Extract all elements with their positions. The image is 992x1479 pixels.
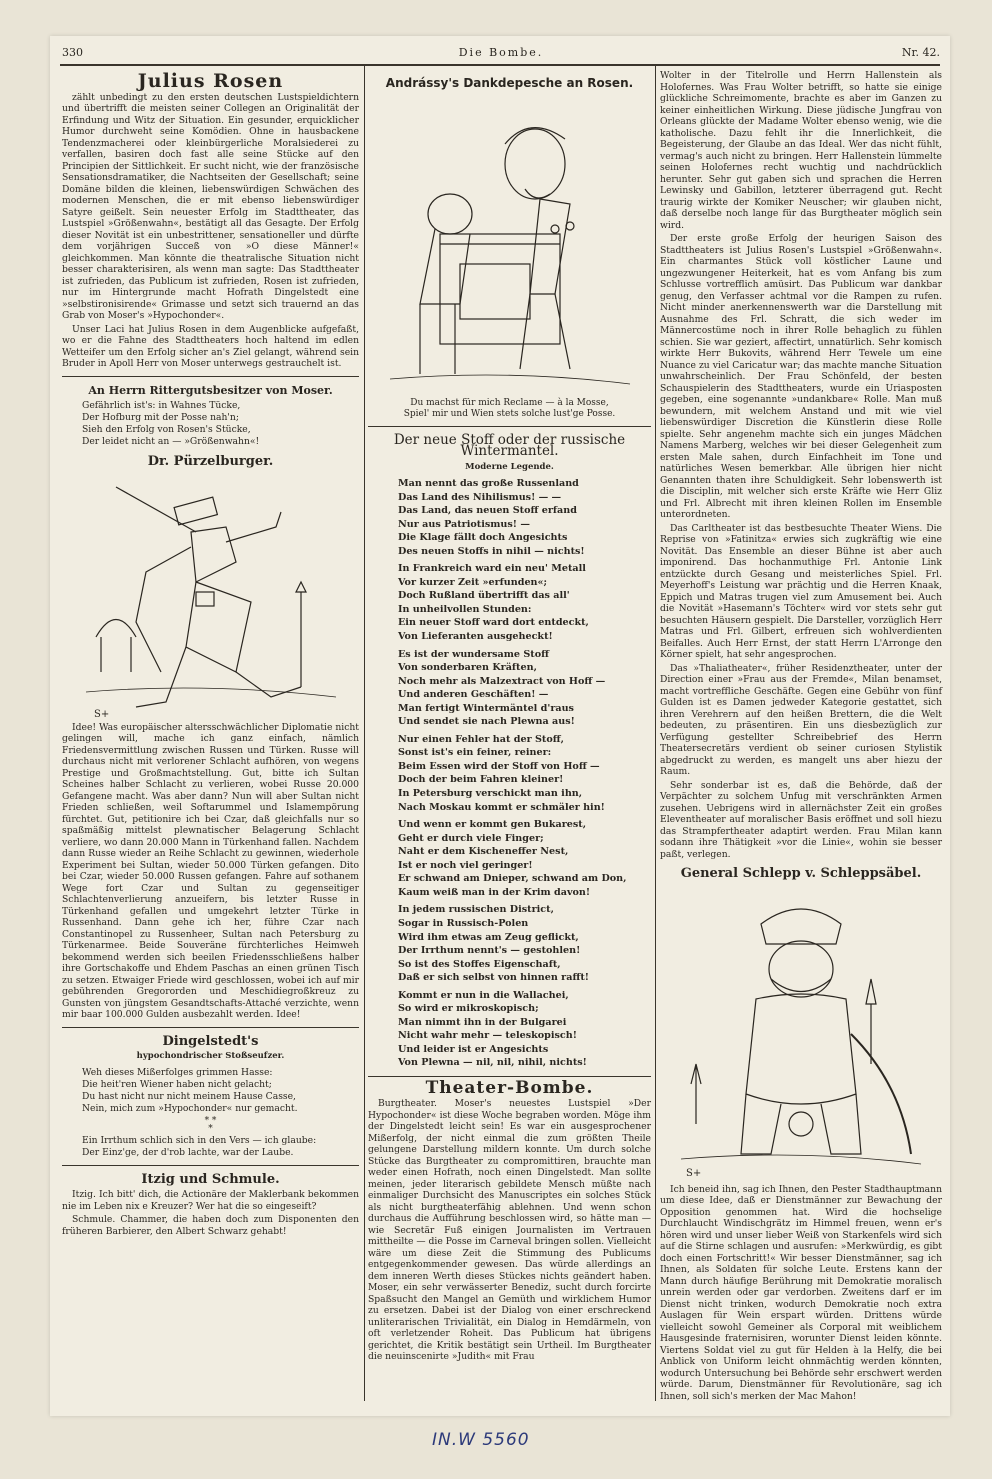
divider bbox=[62, 1027, 359, 1028]
cartoon-title: Andrássy's Dankdepesche an Rosen. bbox=[385, 76, 634, 90]
divider bbox=[368, 426, 651, 427]
article-text: Unser Laci hat Julius Rosen in dem Augenblicke aufgefaßt, wo er die Fahne des Stadttheaters hoch haltend im edlen Wetteifer um den Erfolg sicher an's Ziel gelangt, während sein Bruder in Apoll Herr von Moser unterwegs gestrauchelt ist. bbox=[62, 323, 359, 369]
poem-line: Der Irrthum nennt's — gestohlen! bbox=[398, 945, 581, 957]
cartoon-title: Dr. Pürzelburger. bbox=[147, 454, 274, 469]
poem-line: Von sonderbaren Kräften, bbox=[398, 662, 537, 674]
verse-line: Ein Irrthum schlich sich in den Vers — ich glaube: bbox=[82, 1134, 317, 1146]
poem-subtitle: Moderne Legende. bbox=[465, 461, 554, 472]
poem-line: Kommt er nun in die Wallachei, bbox=[398, 989, 569, 1001]
poem-title: Der neue Stoff oder der russische Wintermantel. bbox=[393, 431, 626, 459]
dialogue-text: Itzig. Ich bitt' dich, die Actionäre der Maklerbank bekommen nie im Leben nix e Kreuzer? Wer hat die so eingeseift? bbox=[62, 1189, 359, 1212]
issue-number: Nr. 42. bbox=[901, 46, 940, 59]
masthead-title: Die Bombe. bbox=[458, 46, 544, 59]
article-text: Idee! Was europäischer altersschwächlicher Diplomatie nicht gelingen will, mache ich ganz einfach, nämlich Friedensvermittlung zwischen Russen und Türken. Russe will durchaus nicht mit verlorener Schlacht aufhören, von wegens Prestige und Großmachtstellung. Gut, bitte ich Sultan Scheines halber Schlacht zu verlieren, wobei Russe 20.000 Gefangene macht. Was aber dann? Nun will aber Sultan nicht Frieden schließen, weil Softarummel und Islamempörung fürchtet. Gut, petitionire ich bei Czar, daß gleichfalls nur so spaßmäßig mittelst plewnatischer Belagerung Schlacht verliere, wo dann 20.000 Mann in Türkenhand fallen. Nachdem dann Russe wieder an Reihe Schlacht zu gewinnen, wiederhole Experiment bei Sultan, wieder 50.000 Türken gefangen. Dito bei Czar, wieder 50.000 Russen gefangen. Fahre auf sothanem Wege fort Czar und Sultan zu gegenseitiger Schlachtenverlierung anzueifern, bis letzter Russe in Türkenhand gefallen und umgekehrt letzter Türke in Russenhand. Dann gehe ich her, führe Czar nach Constantinopel zu Russenheer, Sultan nach Petersburg zu Türkenarmee. Beide Souveräne fürchterliches Heimweh bekommend werden sich beeilen Friedensschließens halber ihre Gortschakoffe und Ehdem Paschas an einen grünen Tisch zu setzen. Etwaiger Friede wird geschlossen, wobei ich auf mir gebührenden Gregororden und Meschidiegroßkreuz zu Gunsten von jüngstem Gesandtschafts-Attaché verzichte, wenn mir baar 100.000 Gulden ausbezahlt werden. Idee! bbox=[62, 721, 359, 1020]
poem-line: Beim Essen wird der Stoff von Hoff — bbox=[398, 760, 600, 772]
poem-stanza bbox=[398, 903, 651, 984]
verse-line: Der Einz'ge, der d'rob lachte, war der Laube. bbox=[82, 1146, 294, 1158]
verse bbox=[82, 1135, 359, 1159]
poem-line: Und anderen Geschäften! — bbox=[398, 689, 549, 701]
header-rule bbox=[60, 64, 940, 66]
poem-line: Man nimmt ihn in der Bulgarei bbox=[398, 1016, 567, 1028]
verse bbox=[82, 400, 359, 448]
poem-line: Und leider ist er Angesichts bbox=[398, 1043, 549, 1055]
divider bbox=[62, 1165, 359, 1166]
poem-line: Von Lieferanten ausgeheckt! bbox=[398, 631, 553, 643]
caption-line: Du machst für mich Reclame — à la Mosse, bbox=[410, 397, 609, 408]
poem-stanza bbox=[398, 648, 651, 729]
poem-stanza bbox=[398, 733, 651, 814]
poem-line: Er schwand am Dnieper, schwand am Don, bbox=[398, 873, 627, 885]
divider bbox=[62, 376, 359, 377]
article-title: Julius Rosen bbox=[137, 70, 284, 92]
poem-line: Sonst ist's ein feiner, reiner: bbox=[398, 747, 552, 759]
verse-line: Weh dieses Mißerfolges grimmen Hasse: bbox=[82, 1066, 273, 1078]
caption-line: Spiel' mir und Wien stets solche lust'ge Posse. bbox=[403, 408, 616, 419]
poem-line: Geht er durch viele Finger; bbox=[398, 832, 544, 844]
column-3 bbox=[660, 70, 942, 1404]
poem-line: Die Klage fällt doch Angesichts bbox=[398, 532, 568, 544]
verse-line: Nein, mich zum »Hypochonder« nur gemacht. bbox=[82, 1102, 298, 1114]
article-text: Wolter in der Titelrolle und Herrn Hallenstein als Holofernes. Was Frau Wolter betrifft, so hatte sie einige glückliche Schreimomente, brachte es aber im Ganzen zu keiner einheitlichen Wirkung. Diese jüdische Jungfrau von Orleans glückte der Madame Wolter ebenso wenig, wie die katholische. Dazu fehlt ihr die Innerlichkeit, die Begeisterung, der Glaube an das Ideal. Wer das nicht fühlt, vermag's auch nicht zu bringen. Herr Hallenstein lümmelte seinen Holofernes recht wuchtig und nachdrücklich herunter. Sehr gut gaben sich und sprachen die Herren Lewinsky und Gabillon, letzterer überragend gut. Recht traurig wirkte der Komiker Neuscher; wir glauben nicht, daß derselbe noch lange für das Burgtheater möglich sein wird. bbox=[660, 70, 942, 231]
poem-line: Das Land, das neuen Stoff erfand bbox=[398, 505, 577, 517]
verse-line: Der Hofburg mit der Posse nah'n; bbox=[82, 412, 239, 423]
cartoon-caption bbox=[368, 398, 651, 420]
verse bbox=[82, 1067, 359, 1115]
poem-line: So wird er mikroskopisch; bbox=[398, 1003, 539, 1015]
poem-stanza bbox=[398, 989, 651, 1070]
column-1 bbox=[62, 70, 359, 1239]
section-title: Theater-Bombe. bbox=[425, 1077, 594, 1098]
poem-line: Man fertigt Wintermäntel d'raus bbox=[398, 702, 574, 714]
svg-text:S+: S+ bbox=[93, 708, 109, 720]
poem-line: Des neuen Stoffs in nihil — nichts! bbox=[398, 545, 585, 557]
poem-line: Sogar in Russisch-Polen bbox=[398, 917, 529, 929]
caricature-illustration bbox=[76, 472, 346, 722]
verse-line: Gefährlich ist's: in Wahnes Tücke, bbox=[82, 400, 241, 411]
asterism: * * * bbox=[204, 1115, 217, 1134]
dialogue-text: Schmule. Chammer, die haben doch zum Disponenten den früheren Barbierer, den Albert Schwarz gehabt! bbox=[62, 1214, 359, 1237]
poem-line: Von Plewna — nil, nil, nihil, nichts! bbox=[398, 1057, 587, 1069]
divider bbox=[368, 1076, 651, 1077]
verse-line: Du hast nicht nur nicht meinem Hause Casse, bbox=[82, 1090, 296, 1102]
article-text: Das »Thaliatheater«, früher Residenztheater, unter der Direction einer »Frau aus der Fremde«, Milan benamset, macht vortreffliche Geschäfte. Gegen eine Gebühr von fünf Gulden ist es Damen jedweder Kategorie gestattet, sich ihren Verehrern auf den heißen Brettern, die die Welt bedeuten, zu präsentiren. Ein uns diesbezüglich zur Verfügung gestellter Schreibebrief des Herrn Theatersecretärs verdient ob seiner curiosen Stylistik abgedruckt zu werden, es mangelt uns aber hiezu der Raum. bbox=[660, 662, 942, 777]
poem-line: Man nennt das große Russenland bbox=[398, 478, 579, 489]
article-text: Das Carltheater ist das bestbesuchte Theater Wiens. Die Reprise von »Fatinitza« erwies sich zugkräftig wie eine Novität. Das Ensemble an dieser Bühne ist aber auch imponirend. Das hochanmuthige Frl. Antonie Link entzückte durch Gesang und meisterliches Spiel. Frl. Meyerhoff's Leistung war prächtig und die Herren Knaak, Eppich und Matras trugen viel zum Amusement bei. Auch die Novität »Hasemann's Töchter« wird vor stets sehr gut besuchten Häusern gespielt. Die Darsteller, vorzüglich Herr Matras und Frl. Gilbert, erfreuen sich wohlverdienten Beifalles. Auch Herr Ernst, der statt Herrn L'Arronge den Körner spielt, hat sehr angesprochen. bbox=[660, 522, 942, 660]
poem-line: Kaum weiß man in der Krim davon! bbox=[398, 886, 591, 898]
poem-line: Naht er dem Kischeneffer Nest, bbox=[398, 846, 569, 858]
svg-text:S+: S+ bbox=[686, 1167, 702, 1179]
poem-line: Noch mehr als Malzextract von Hoff — bbox=[398, 675, 606, 687]
poem-line: Daß er sich selbst von hinnen rafft! bbox=[398, 972, 589, 984]
article-text: Ich beneid ihn, sag ich Ihnen, den Pester Stadthauptmann um diese Idee, daß er Dienstmänner zur Bewachung der Opposition genommen hat. Wird die hochselige Durchlaucht Windischgrätz im Himmel freuen, wenn er's hören wird und unser lieber Weiß von Starkenfels wird sich auf die Stirne schlagen und ausrufen: »Merkwürdig, es gibt doch einen Fortschritt!« Wir besser Dienstmänner, sag ich Ihnen, als Soldaten für solche Leute. Erstens kann der Mann durch häufige Berührung mit Demokratie moralisch unrein werden oder gar verdorben. Zweitens darf er im Dienst nicht trinken, wodurch Demokratie noch extra Auslagen für Wein erspart würden. Drittens würde vielleicht sowohl Gemeiner als Corporal mit weiblichem Hausgesinde fraternisiren, worunter Dienst leiden könnte. Viertens Soldat viel zu gut für Helden à la Helfy, die bei Anblick von Uniform leicht ohnmächtig werden könnten, wodurch Untersuchung bei Behörde sehr erschwert werden würde. Darum, Dienstmänner für Revolutionäre, sag ich Ihnen, soll sich's merken der Mac Mahon! bbox=[660, 1183, 942, 1402]
article-text: zählt unbedingt zu den ersten deutschen Lustspieldichtern und übertrifft die meisten seiner Collegen an Originalität der Erfindung und Witz der Situation. Ein gesunder, erquicklicher Humor durchweht seine Komödien. Ohne in hausbackene Tendenzmacherei oder kleinbürgerliche Moralsiederei zu verfallen, basiren doch fast alle seine Stücke auf den Principien der Sittlichkeit. Er sucht nicht, wie der französische Sensationsdramatiker, die Nachtseiten der Gesellschaft; seine Domäne bilden die kleinen, liebenswürdigen Schwächen des modernen Menschen, die er mit ebenso liebenswürdiger Satyre geißelt. Sein neuester Erfolg im Stadttheater, das Lustspiel »Größenwahn«, bestätigt all das Gesagte. Der Erfolg dieser Novität ist ein unbestrittener, sensationeller und dürfte dem vorjährigen Succeß von »O diese Männer!« gleichkommen. Man könnte die theatralische Situation nicht besser charakterisiren, als wenn man sagte: Das Stadttheater ist zufrieden, das Publicum ist zufrieden, Rosen ist zufrieden, nur im Hintergrunde macht Hofrath Dingelstedt eine »selbstironisirende« Grimasse und setzt sich trauernd an das Grab von Moser's »Hypochonder«. bbox=[62, 91, 359, 321]
verse-title: An Herrn Rittergutsbesitzer von Moser. bbox=[88, 383, 333, 397]
article-text: Der erste große Erfolg der heurigen Saison des Stadttheaters ist Julius Rosen's Lustspiel »Größenwahn«. Ein charmantes Stück voll köstlicher Laune und ungezwungener Heiterkeit, hat es vom Anfang bis zum Schlusse vortrefflich amüsirt. Das Publicum war dankbar genug, den Verfasser achtmal vor die Rampen zu rufen. Nicht minder anerkennenswerth war die Darstellung mit Ausnahme des Frl. Schratt, die sich weder im Männercostüme noch in ihrer Rolle behaglich zu fühlen schien. Sie war geziert, affectirt, unnatürlich. Sehr komisch wirkte Herr Bukovits, während Herr Tewele um eine Nuance zu viel Caricatur war; das machte manche Situation unwahrscheinlich. Der Frau Schönfeld, der besten Schauspielerin des Stadttheaters, wurde ein Uriasposten gegeben, eine sogenannte »undankbare« Rolle. Man muß bewundern, mit welchem Anstand und mit wie viel liebenswürdiger Discretion die Künstlerin diese Rolle spielte. Sehr angenehm machte sich ein junges Mädchen Namens Marberg, welches wir bei dieser Gelegenheit zum ersten Male sahen, durch Einfachheit im Tone und natürliches Wesen bemerkbar. Alle übrigen hier nicht Genannten thaten ihre Schuldigkeit. Sehr lobenswerth ist die Disciplin, mit welcher sich erste Kräfte wie Herr Gliz und Frl. Albrecht mit ihren kleinen Rollen im Ensemble unterordneten. bbox=[660, 233, 942, 520]
poem-line: In Petersburg verschickt man ihn, bbox=[398, 788, 583, 800]
poem-stanza bbox=[398, 818, 651, 899]
poem-line: In jedem russischen District, bbox=[398, 904, 554, 916]
andrassy-cartoon bbox=[380, 94, 640, 394]
poem-line: Und wenn er kommt gen Bukarest, bbox=[398, 819, 587, 831]
column-2 bbox=[368, 70, 651, 1365]
poem-line: In Frankreich ward ein neu' Metall bbox=[398, 563, 586, 575]
poem-line: Nicht wahr mehr — teleskopisch! bbox=[398, 1030, 577, 1042]
poem-stanza bbox=[398, 477, 651, 558]
poem-line: Ist er noch viel geringer! bbox=[398, 859, 533, 871]
poem-line: Das Land des Nihilismus! — — bbox=[398, 491, 562, 503]
verse-line: Sieh den Erfolg von Rosen's Stücke, bbox=[82, 424, 251, 435]
poem-line: Vor kurzer Zeit »erfunden«; bbox=[398, 576, 548, 588]
poem bbox=[398, 477, 651, 1070]
verse-line: Die heit'ren Wiener haben nicht gelacht; bbox=[82, 1078, 272, 1090]
page-number: 330 bbox=[62, 46, 83, 59]
verse-title: Dingelstedt's bbox=[162, 1033, 259, 1049]
article-text: Burgtheater. Moser's neuestes Lustspiel »Der Hypochonder« ist diese Woche begraben worden. Möge ihm der Dingelstedt leicht sein! Es war ein ausgesprochener Mißerfolg, der nicht einmal die zum größten Theile gelungene Darstellung mildern konnte. Um durch solche Stücke das Burgtheater zu compromittiren, brauchte man weder einen Hofrath, noch einen Dingelstedt. Man sollte meinen, jeder literarisch gebildete Mensch müßte nach einmaliger Durchsicht des Manuscriptes ein solches Stück als nicht burgtheaterfähig ablehnen. Und wenn schon durchaus die Aufführung beschlossen wird, so hätte man — wie Secretär Fuß einigen Journalisten im Vertrauen mittheilte — die Posse im Carneval bringen sollen. Vielleicht wäre um diese Zeit die Stimmung des Publicums entgegenkommender gewesen. Das würde allerdings an dem inneren Werth dieses Stückes nichts geändert haben. Moser, ein sehr verwässerter Benediz, sucht durch forcirte Spaßsucht den Mangel an Gemüth und wirklichem Humor zu ersetzen. Dabei ist der Dialog von einer erschreckend unliterarischen Trivialität, ein Dialog in Hemdärmeln, von oft verletzender Roheit. Das Publicum hat übrigens gerichtet, die Kritik bestätigt sein Urtheil. Im Burgtheater die neuinscenirte »Judith« mit Frau bbox=[368, 1098, 651, 1363]
poem-line: Doch Rußland übertrifft das all' bbox=[398, 590, 570, 602]
poem-line: Ein neuer Stoff ward dort entdeckt, bbox=[398, 617, 589, 629]
verse-line: Der leidet nicht an — »Größenwahn«! bbox=[82, 436, 260, 447]
poem-line: Nur aus Patriotismus! — bbox=[398, 518, 530, 530]
page-header bbox=[62, 46, 940, 64]
dialogue-title: Itzig und Schmule. bbox=[141, 1171, 280, 1187]
poem-line: Nach Moskau kommt er schmäler hin! bbox=[398, 801, 605, 813]
column-divider bbox=[364, 66, 365, 1401]
archive-stamp: IN.W 5560 bbox=[432, 1430, 530, 1450]
poem-line: Es ist der wundersame Stoff bbox=[398, 648, 549, 660]
poem-line: In unheilvollen Stunden: bbox=[398, 603, 532, 615]
article-text: Sehr sonderbar ist es, daß die Behörde, daß der Verpächter zu solchem Unfug mit verschränkten Armen zusehen. Uebrigens wird in allernächster Zeit ein großes Eleventheater auf moralischer Basis eröffnet und soll hiezu das Strampfertheater adaptirt werden. Frau Milan kann sodann ihre Thätigkeit »vor die Linie«, wohin sie besser paßt, verlegen. bbox=[660, 779, 942, 860]
poem-line: Doch der beim Fahren kleiner! bbox=[398, 774, 564, 786]
poem-line: Und sendet sie nach Plewna aus! bbox=[398, 716, 575, 728]
poem-line: So ist des Stoffes Eigenschaft, bbox=[398, 958, 561, 970]
poem-line: Nur einen Fehler hat der Stoff, bbox=[398, 733, 564, 745]
poem-line: Wird ihm etwas am Zeug geflickt, bbox=[398, 931, 579, 943]
column-divider bbox=[655, 66, 656, 1401]
verse-subtitle: hypochondrischer Stoßseufzer. bbox=[136, 1051, 285, 1061]
poem-stanza bbox=[398, 562, 651, 643]
cartoon-title: General Schlepp v. Schleppsäbel. bbox=[680, 866, 922, 881]
general-caricature bbox=[671, 884, 931, 1184]
